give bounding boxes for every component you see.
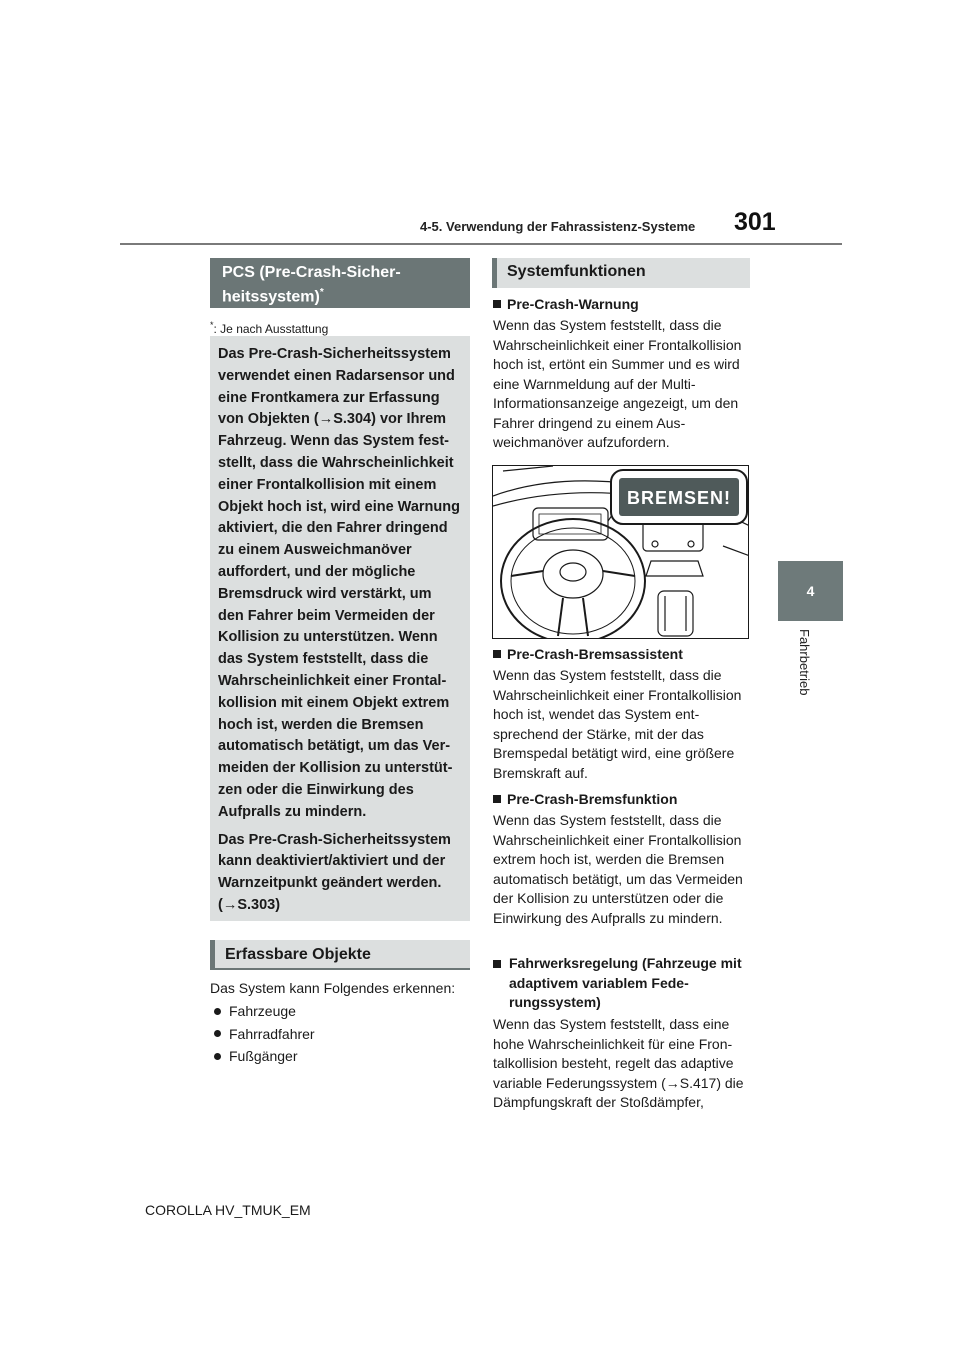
pcs-heading-line1: PCS (Pre-Crash-Sicher- (222, 264, 401, 281)
arrow-icon: → (318, 411, 334, 428)
list-item (212, 1045, 472, 1068)
warnung-title (493, 295, 639, 315)
chapter-tab[interactable] (778, 561, 843, 621)
chapter-number: 4 (806, 583, 815, 599)
footnote (210, 320, 328, 336)
bremsassistent-text: Wenn das System feststellt, dass die Wahrscheinlichkeit einer Frontalkollision hoch ist, wendet das System entsprechend der Stärke, mit der das Bremspedal betätigt wird, eine größere Bremskraft auf. (493, 667, 742, 781)
erfassbare-heading: Erfassbare Objekte (210, 940, 470, 970)
bullet-icon (214, 1030, 221, 1037)
summary-p2-b: S.303) (237, 896, 281, 913)
document-code: COROLLA HV_TMUK_EM (145, 1202, 311, 1218)
fahrwerk-text (493, 1015, 755, 1113)
section-title: 4-5. Verwendung der Fahrassistenz-Systeme (420, 219, 696, 234)
dashboard-drawing (493, 466, 749, 639)
pcs-heading (210, 258, 470, 308)
square-bullet-icon (493, 795, 501, 803)
warnung-title-text: Pre-Crash-Warnung (507, 296, 639, 312)
fahrwerk-text-b: S.417) die Dämpfungskraft der Stoßdämpfer, (493, 1074, 744, 1110)
square-bullet-icon (493, 300, 501, 308)
summary-p1-b: S.304) vor Ihrem Fahrzeug. Wenn das System feststellt, dass die Wahrscheinlichkeit einer Frontalkollision mit einem Objekt hoch ist, wird eine Warnung aktiviert, die den Fahrer dringend zu einem Ausweichmanöver auffordert, und der mögliche Bremsdruck wird verstärkt, um den Fahrer beim Vermeiden der Kollision zu unterstützen. Wenn das System feststellt, dass die Wahrscheinlichkeit einer Frontalkollision mit einem Objekt extrem hoch ist, werden die Bremsen automatisch betätigt, um das Vermeiden der Kollision zu unterstützen oder die Einwirkung des Aufpralls zu mindern. (218, 411, 460, 820)
bremsassistent-title (493, 645, 683, 665)
summary-box (210, 336, 470, 921)
fahrwerk-title (493, 954, 743, 1013)
bremsfunktion-title-text: Pre-Crash-Bremsfunktion (507, 791, 678, 807)
list-item-label: Fahrzeuge (229, 1003, 296, 1019)
dashboard-illustration (492, 465, 749, 639)
arrow-icon: → (665, 1074, 680, 1091)
summary-paragraph-2 (218, 830, 460, 917)
bremsen-display-text: BREMSEN! (626, 488, 732, 508)
chapter-label: Fahrbetrieb (797, 629, 812, 696)
fahrwerk-text-a: Wenn das System feststellt, dass eine hohe Wahrscheinlichkeit für eine Frontalkollision besteht, regelt das adaptive variable Federungssystem ( (493, 1016, 734, 1091)
header-divider (120, 243, 842, 245)
systemfunktionen-heading: Systemfunktionen (492, 258, 750, 288)
summary-p1-a: Das Pre-Crash-Sicherheitssystem verwendet einen Radarsensor und eine Frontkamera zur Erfassung von Objekten ( (218, 346, 455, 428)
footnote-text: : Je nach Ausstattung (213, 322, 329, 336)
pcs-heading-marker: * (319, 287, 324, 298)
list-item (212, 1023, 472, 1046)
list-item-label: Fußgänger (229, 1048, 298, 1064)
bremsfunktion-title (493, 790, 677, 810)
list-item-label: Fahrradfahrer (229, 1025, 315, 1042)
page-number: 301 (734, 208, 776, 236)
bremsfunktion-text: Wenn das System feststellt, dass die Wahrscheinlichkeit einer Frontalkollision extrem hoch ist, werden die Bremsen automatisch betätigt, um das Vermeiden der Kollision zu unterstützen oder die Einwirkung des Aufpralls zu mindern. (493, 812, 743, 926)
summary-paragraph-1 (218, 344, 460, 824)
arrow-icon: → (222, 896, 238, 913)
footnote-marker: * (210, 320, 214, 330)
pcs-heading-line2: heitssystem) (222, 288, 320, 306)
list-item (212, 1000, 472, 1023)
warnung-text: Wenn das System feststellt, dass die Wahrscheinlichkeit einer Frontalkollision hoch ist, ertönt ein Summer und es wird eine Warnmeldung auf der Multi-Informationsanzeige angezeigt, um den Fahrer dringend zu einem Ausweichmanöver aufzufordern. (493, 317, 742, 450)
summary-p2-a: Das Pre-Crash-Sicherheitssystem kann deaktiviert/aktiviert und der Warnzeitpunkt geändert werden. ( (218, 831, 451, 913)
bremsassistent-title-text: Pre-Crash-Bremsassistent (507, 646, 683, 662)
erfassbare-list (212, 1000, 472, 1068)
square-bullet-icon (493, 650, 501, 658)
erfassbare-intro: Das System kann Folgendes erkennen: (210, 980, 456, 996)
bullet-icon (214, 1008, 221, 1015)
bullet-icon (214, 1053, 221, 1060)
square-bullet-icon (493, 960, 501, 968)
fahrwerk-title-text: Fahrwerksregelung (Fahrzeuge mit adaptivem variablem Federungssystem) (509, 955, 742, 1010)
